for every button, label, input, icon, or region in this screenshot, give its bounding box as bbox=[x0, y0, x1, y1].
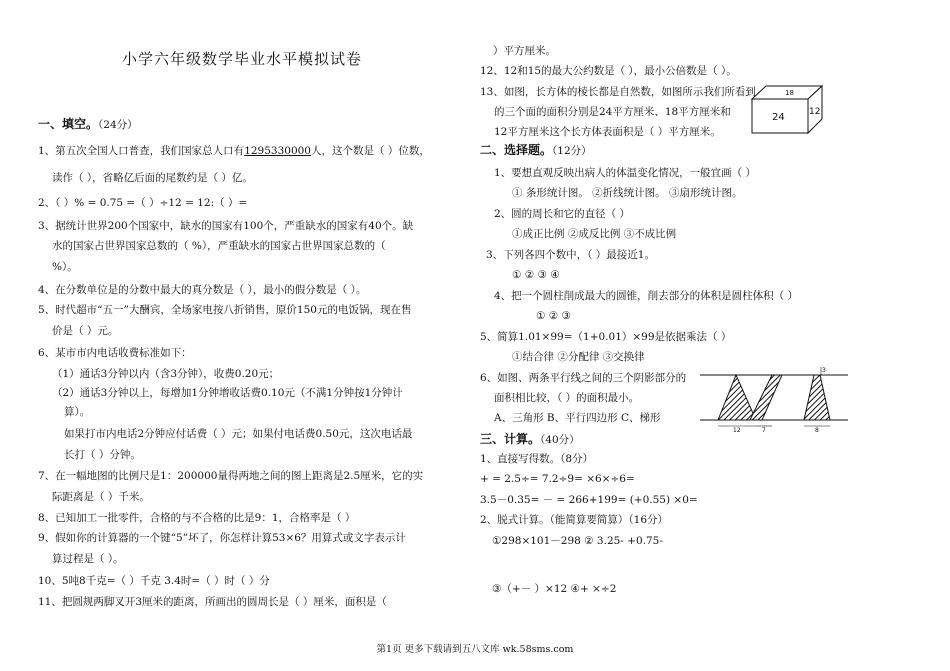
question-text: 4、在分数单位是的分数中最大的真分数是（ ），最小的假分数是（ ）。 bbox=[38, 284, 367, 296]
parallel-shapes-figure bbox=[700, 364, 850, 434]
question-line-q6d bbox=[64, 427, 412, 441]
cuboid-side-label: 12 bbox=[809, 107, 821, 117]
question-text: %）。 bbox=[52, 261, 78, 273]
question-text: ①成正比例 ②成反比例 ③不成比例 bbox=[512, 228, 677, 240]
question-text: 如果打市内电话2分钟应付话费（ ）元；如果付电话费0.50元，这次电话最 bbox=[64, 428, 413, 440]
question-text: 12、12和15的最大公约数是（ ），最小公倍数是（ ）。 bbox=[480, 65, 737, 77]
question-line-k2 bbox=[480, 513, 668, 527]
question-line-k1 bbox=[480, 452, 593, 466]
question-line-q6b bbox=[52, 386, 403, 400]
question-text: 算过程是（ ）。 bbox=[52, 553, 124, 565]
parallelogram-shape bbox=[750, 375, 782, 420]
question-line-k2a bbox=[492, 534, 663, 548]
question-line-q13b bbox=[494, 105, 731, 119]
question-line-q6e bbox=[64, 448, 141, 462]
question-text: 面积相比较，（ ）的面积最小。 bbox=[494, 392, 640, 404]
question-line-c1o bbox=[512, 186, 743, 200]
question-text: 11、把圆规两脚叉开3厘米的距离，所画出的圆周长是（ ）厘米，面积是（ bbox=[38, 596, 387, 608]
question-line-q5b bbox=[52, 324, 118, 338]
question-text: 8、已知加工一批零件，合格的与不合格的比是9：1，合格率是（ ） bbox=[38, 512, 356, 524]
question-line-c2 bbox=[494, 207, 630, 221]
question-line-c5 bbox=[480, 330, 731, 344]
question-line-c5o bbox=[512, 350, 645, 364]
cuboid-figure bbox=[750, 83, 826, 135]
section-points: （24分） bbox=[98, 119, 138, 131]
question-line-q12 bbox=[480, 64, 737, 78]
trapezoid-shape bbox=[804, 375, 830, 420]
question-line-q8 bbox=[38, 511, 355, 525]
question-line-q6a bbox=[52, 367, 279, 381]
question-line-r0 bbox=[493, 44, 556, 58]
section-title: 三、计算。 bbox=[480, 432, 541, 446]
question-line-c4 bbox=[494, 289, 798, 303]
triangle-shape bbox=[718, 375, 756, 420]
question-line-q6 bbox=[38, 346, 192, 360]
question-text: 12平方厘米这个长方体表面积是（ ）平方厘米。 bbox=[494, 126, 721, 138]
question-line-c6o bbox=[494, 411, 661, 425]
question-line-q13a bbox=[480, 85, 756, 99]
section-points: （40分） bbox=[540, 434, 580, 446]
question-text: 的三个面的面积分别是24平方厘米、18平方厘米和 bbox=[494, 106, 731, 118]
question-text: 3.5－0.35= － = 266+199= (+0.55) ×0= bbox=[480, 494, 698, 506]
section-heading-s1 bbox=[38, 117, 138, 132]
question-text: + = 2.5÷= 7.2÷9= ×6×÷6= bbox=[480, 473, 635, 485]
question-text: 2、圆的周长和它的直径（ ） bbox=[494, 208, 631, 220]
exam-title: 小学六年级数学毕业水平模拟试卷 bbox=[122, 50, 363, 68]
question-line-q3a bbox=[38, 219, 413, 233]
underlined-number: 1295330000 bbox=[244, 145, 311, 157]
question-text: 2、（ ）% = 0.75 =（ ）÷12 = 12:（ ）= bbox=[38, 197, 248, 209]
question-text: 6、某市市内电话收费标准如下： bbox=[38, 347, 192, 359]
height-label: 3 bbox=[822, 367, 826, 374]
question-line-q9a bbox=[38, 531, 406, 545]
question-text: ① ② ③ bbox=[536, 310, 571, 322]
question-line-q10 bbox=[38, 574, 270, 588]
question-text: 算）。 bbox=[64, 406, 91, 418]
question-line-c6b bbox=[494, 391, 639, 405]
question-line-c4o bbox=[536, 309, 571, 323]
question-text: 1、直接写得数。（8分） bbox=[480, 453, 594, 465]
question-text: 价是（ ）元。 bbox=[52, 325, 119, 337]
base1-label: 12 bbox=[733, 427, 741, 434]
question-line-q7a bbox=[38, 469, 423, 483]
base2-label: 7 bbox=[762, 427, 766, 434]
question-text: ① ② ③ ④ bbox=[512, 269, 560, 281]
question-line-q3c bbox=[52, 260, 78, 274]
section-title: 二、选择题。 bbox=[480, 143, 553, 157]
question-line-q6c bbox=[64, 405, 90, 419]
section-heading-s3 bbox=[480, 432, 580, 447]
section-points: （12分） bbox=[552, 145, 592, 157]
question-line-q5a bbox=[38, 303, 411, 317]
question-line-q1b bbox=[52, 171, 253, 185]
question-text: ）平方厘米。 bbox=[493, 45, 556, 57]
question-text: 2、脱式计算。（能简算要简算）（16分） bbox=[480, 514, 669, 526]
question-text: 1、要想直观反映出病人的体温变化情况，一般宜画（ ） bbox=[494, 167, 757, 179]
question-line-k1b bbox=[480, 493, 698, 507]
section-title: 一、填空。 bbox=[38, 117, 99, 131]
question-line-q13c bbox=[494, 125, 721, 139]
question-line-c3 bbox=[486, 248, 655, 262]
cuboid-top-label: 18 bbox=[785, 89, 794, 97]
question-text: 13、如图，长方体的棱长都是自然数，如图所示我们所看到 bbox=[480, 86, 756, 98]
question-text: 4、把一个圆柱削成最大的圆锥，削去部分的体积是圆柱体积（ ） bbox=[494, 290, 799, 302]
question-line-q3b bbox=[52, 239, 386, 253]
section-heading-s2 bbox=[480, 143, 592, 158]
question-line-q1a bbox=[38, 144, 430, 158]
page-footer: 第1页 更多下载请到五八文库 wk.58sms.com bbox=[376, 644, 574, 655]
question-text: 人，这个数是（ ）位数， bbox=[311, 145, 430, 157]
cuboid-front-label: 24 bbox=[772, 112, 785, 123]
question-line-c1 bbox=[494, 166, 756, 180]
question-line-k2b bbox=[492, 582, 616, 596]
question-text: 5、时代超市“五一”大酬宾，全场家电按八折销售，原价150元的电饭锅，现在售 bbox=[38, 304, 412, 316]
question-line-c3o bbox=[512, 268, 560, 282]
question-line-c2o bbox=[512, 227, 676, 241]
question-line-q4 bbox=[38, 283, 366, 297]
question-text: ③（+－ ）×12 ④+ ×÷2 bbox=[492, 583, 617, 595]
question-text: （2）通话3分钟以上，每增加1分钟增收话费0.10元（不满1分钟按1分钟计 bbox=[52, 387, 403, 399]
question-line-q7b bbox=[52, 490, 150, 504]
question-text: 9、假如你的计算器的一个键“5”坏了，你怎样计算53×6？用算式或文字表示计 bbox=[38, 532, 406, 544]
question-text: 10、5吨8千克=（ ）千克 3.4时=（ ）时（ ）分 bbox=[38, 575, 270, 587]
question-text: 水的国家占世界国家总数的（ %），严重缺水的国家占世界国家总数的（ bbox=[52, 240, 386, 252]
question-text: 1、第五次全国人口普查，我们国家总人口有 bbox=[38, 145, 245, 157]
question-text: A、三角形 B、平行四边形 C、梯形 bbox=[494, 412, 661, 424]
question-text: 3、下列各四个数中，（ ）最接近1。 bbox=[486, 249, 655, 261]
question-text: 6、如图、两条平行线之间的三个阴影部分的 bbox=[480, 372, 687, 384]
question-line-q11 bbox=[38, 595, 387, 609]
question-line-k1a bbox=[480, 472, 635, 486]
question-text: 5、简算1.01×99=（1+0.01）×99是依据乘法（ ） bbox=[480, 331, 732, 343]
question-line-q2 bbox=[38, 196, 247, 210]
question-line-c6a bbox=[480, 371, 686, 385]
question-text: 7、在一幅地图的比例尺是1：200000量得两地之间的图上距离是2.5厘米，它的实 bbox=[38, 470, 424, 482]
question-text: 读作（ ），省略亿后面的尾数约是（ ）亿。 bbox=[52, 172, 253, 184]
question-text: ① 条形统计图。 ②折线统计图。 ③扇形统计图。 bbox=[512, 187, 743, 199]
base3-label: 8 bbox=[815, 427, 819, 434]
question-text: 际距离是（ ）千米。 bbox=[52, 491, 150, 503]
question-text: 3、据统计世界200个国家中，缺水的国家有100个，严重缺水的国家有40个。缺 bbox=[38, 220, 414, 232]
question-text: ①结合律 ②分配律 ③交换律 bbox=[512, 351, 645, 363]
question-text: 长打（ ）分钟。 bbox=[64, 449, 141, 461]
question-text: （1）通话3分钟以内（含3分钟），收费0.20元； bbox=[52, 368, 280, 380]
question-text: ①298×101－298 ② 3.25- +0.75- bbox=[492, 535, 663, 547]
question-line-q9b bbox=[52, 552, 124, 566]
